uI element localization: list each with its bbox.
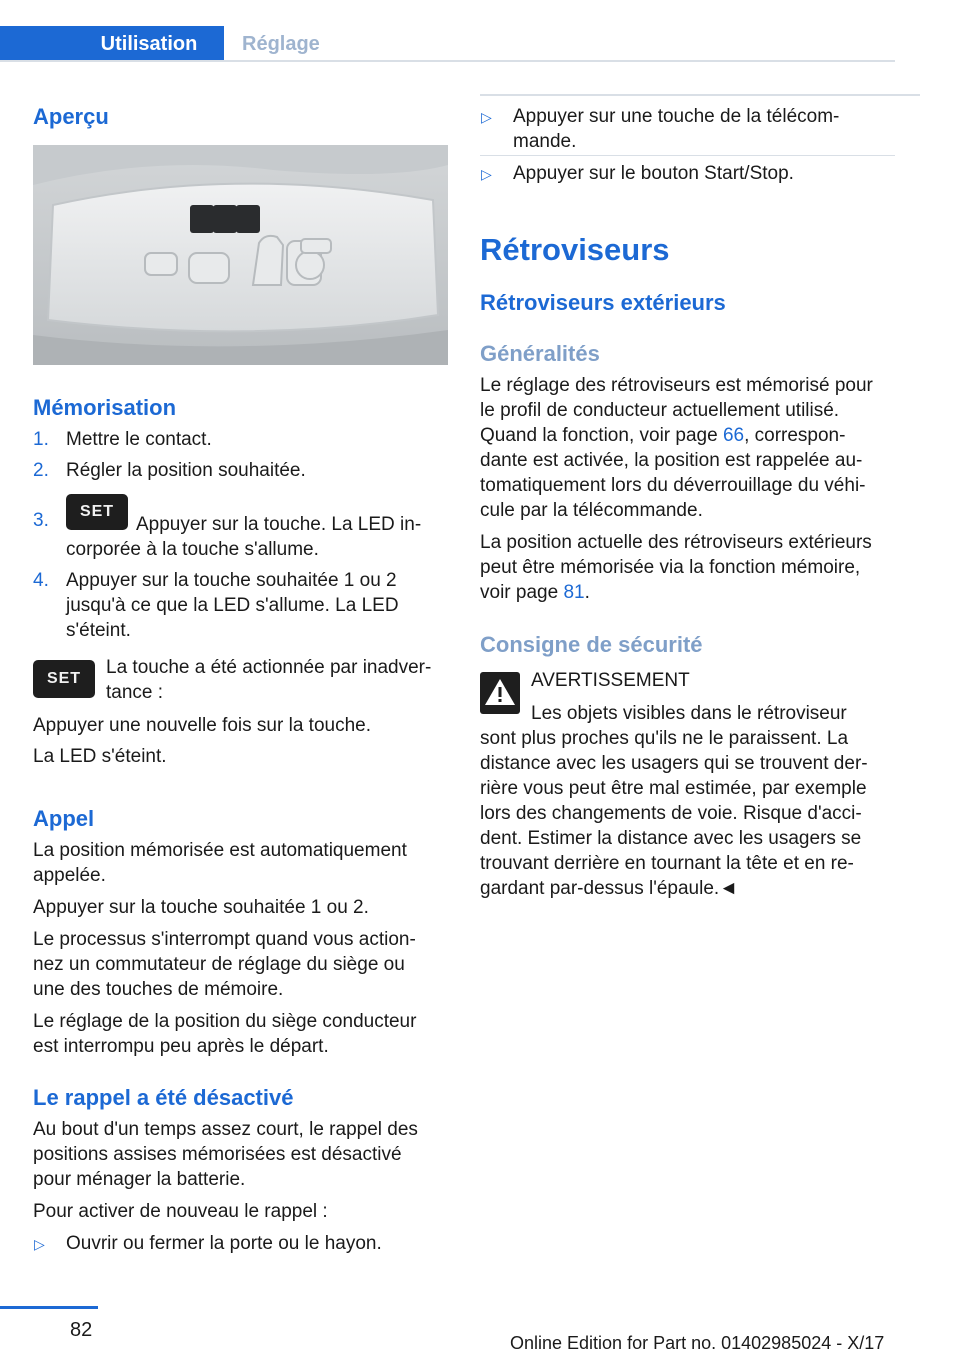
step-number: 4.: [33, 570, 49, 591]
paragraph-line: Le réglage de la position du siège conducteur: [33, 1011, 417, 1032]
seat-controls-illustration: [33, 145, 448, 365]
generalites-heading: Généralités: [480, 341, 600, 366]
step-text: corporée à la touche s'allume.: [66, 539, 319, 560]
step-text: Mettre le contact.: [66, 429, 212, 450]
tab-reglage[interactable]: Réglage: [242, 32, 320, 55]
warning-text: distance avec les usagers qui se trouvent der-: [480, 753, 868, 774]
text-span: .: [584, 582, 590, 603]
step-text: Régler la position souhaitée.: [66, 460, 306, 481]
paragraph-line: appelée.: [33, 865, 106, 886]
paragraph-line: dante est activée, la position est rappelée au-: [480, 450, 863, 471]
memorisation-heading: Mémorisation: [33, 395, 177, 420]
step-text: Appuyer sur la touche. La LED in-: [136, 514, 422, 535]
set-label: SET: [79, 503, 115, 520]
warning-text: gardant par-dessus l'épaule.◄: [480, 878, 738, 899]
warning-text: Les objets visibles dans le rétroviseur: [531, 703, 847, 724]
paragraph-line: positions assises mémorisées est désactivé: [33, 1144, 402, 1165]
paragraph-line: Appuyer sur la touche souhaitée 1 ou 2.: [33, 897, 369, 918]
paragraph-line: Le réglage des rétroviseurs est mémorisé pour: [480, 375, 873, 396]
warning-triangle-icon: [480, 672, 520, 714]
paragraph-line: [480, 580, 590, 605]
header-divider: [0, 60, 895, 62]
warning-text: sont plus proches qu'ils ne le paraissent. La: [480, 728, 849, 749]
paragraph-line: une des touches de mémoire.: [33, 979, 284, 1000]
step-text: Appuyer sur la touche souhaitée 1 ou 2: [66, 570, 397, 591]
paragraph-line: La position mémorisée est automatiquement: [33, 840, 407, 861]
column-divider: [480, 94, 920, 96]
tab-utilisation[interactable]: Utilisation: [0, 26, 224, 62]
paragraph-line: tomatiquement lors du déverrouillage du véhi-: [480, 475, 866, 496]
consigne-heading: Consigne de sécurité: [480, 632, 703, 657]
retroviseurs-heading: Rétroviseurs: [480, 232, 670, 267]
paragraph-line: La position actuelle des rétroviseurs extérieurs: [480, 532, 872, 553]
appel-heading: Appel: [33, 806, 95, 831]
step-text: jusqu'à ce que la LED s'allume. La LED: [66, 595, 399, 616]
footer-accent-line: [0, 1306, 98, 1309]
set-label: SET: [46, 670, 82, 687]
page-81-link[interactable]: 81: [563, 582, 585, 603]
warning-text: trouvant derrière en tournant la tête et en re-: [480, 853, 854, 874]
apercu-heading: Aperçu: [33, 104, 109, 129]
paragraph-line: Le processus s'interrompt quand vous action-: [33, 929, 416, 950]
set-button-icon: [33, 660, 95, 698]
text-span: , correspon-: [744, 425, 846, 446]
warning-text: lors des changements de voie. Risque d'acci-: [480, 803, 862, 824]
warning-title: AVERTISSEMENT: [531, 670, 690, 691]
bullet-text: Ouvrir ou fermer la porte ou le hayon.: [66, 1233, 382, 1254]
seat-controls-image: [33, 145, 448, 365]
step-text: s'éteint.: [66, 620, 131, 641]
triangle-bullet-icon: ▷: [481, 166, 492, 182]
step-number: 1.: [33, 429, 49, 450]
note-text: tance :: [106, 682, 164, 703]
bullet-divider: [480, 155, 895, 156]
note-text: La touche a été actionnée par inadver-: [106, 657, 432, 678]
note-text: La LED s'éteint.: [33, 746, 167, 767]
page-66-link[interactable]: 66: [722, 425, 745, 446]
paragraph-line: peut être mémorisée via la fonction mémoire,: [480, 557, 861, 578]
step-number: 3.: [33, 510, 49, 531]
triangle-bullet-icon: ▷: [34, 1236, 45, 1252]
paragraph-line: cule par la télécommande.: [480, 500, 703, 521]
paragraph-line: [480, 423, 845, 448]
step-number: 2.: [33, 460, 49, 481]
bullet-text: Appuyer sur une touche de la télécom-: [513, 106, 840, 127]
paragraph-line: Au bout d'un temps assez court, le rappel des: [33, 1119, 418, 1140]
set-button-icon: [66, 494, 128, 530]
paragraph-line: est interrompu peu après le départ.: [33, 1036, 329, 1057]
bullet-text: mande.: [513, 131, 577, 152]
page-number: 82: [70, 1319, 93, 1341]
text-span: voir page: [480, 582, 564, 603]
note-text: Appuyer une nouvelle fois sur la touche.: [33, 715, 371, 736]
warning-icon: [480, 672, 520, 714]
triangle-bullet-icon: ▷: [481, 109, 492, 125]
text-span: Quand la fonction, voir page: [480, 425, 723, 446]
retroviseurs-exterieurs-heading: Rétroviseurs extérieurs: [480, 290, 726, 315]
bullet-text: Appuyer sur le bouton Start/Stop.: [513, 163, 794, 184]
warning-text: rière vous peut être mal estimée, par exemple: [480, 778, 867, 799]
paragraph-line: nez un commutateur de réglage du siège ou: [33, 954, 405, 975]
paragraph-line: le profil de conducteur actuellement utilisé.: [480, 400, 840, 421]
warning-text: dent. Estimer la distance avec les usagers se: [480, 828, 862, 849]
paragraph-line: Pour activer de nouveau le rappel :: [33, 1201, 328, 1222]
rappel-heading: Le rappel a été désactivé: [33, 1085, 294, 1110]
paragraph-line: pour ménager la batterie.: [33, 1169, 246, 1190]
footer-edition: Online Edition for Part no. 01402985024 - X/17: [510, 1333, 885, 1353]
